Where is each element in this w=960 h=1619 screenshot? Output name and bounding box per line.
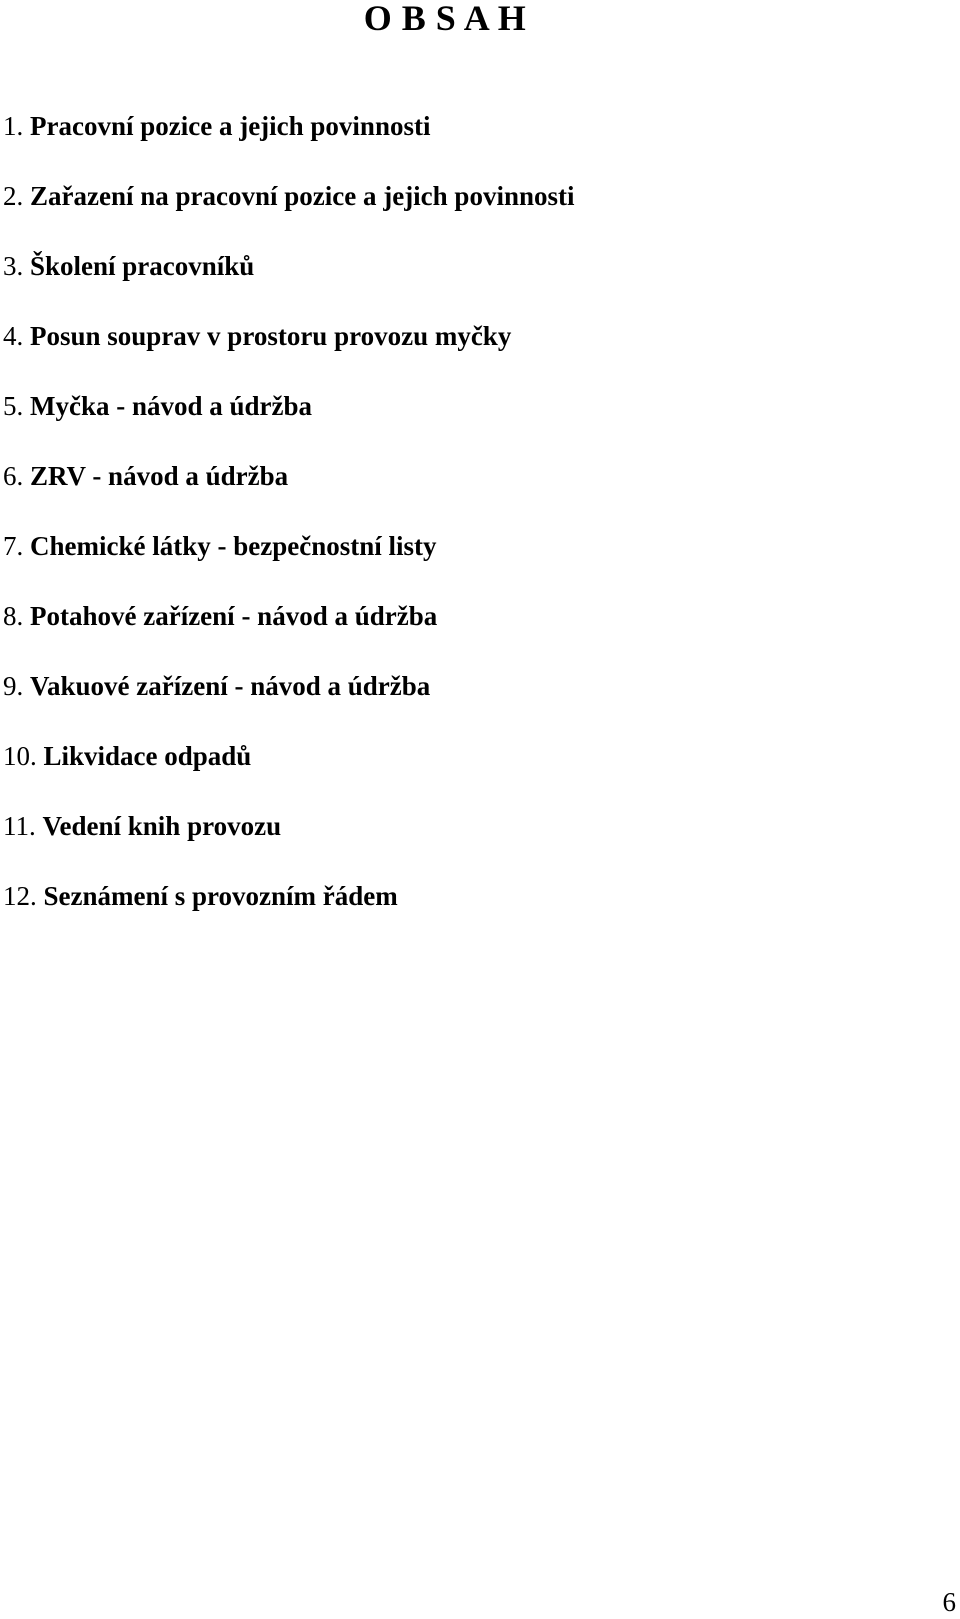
toc-title: Likvidace odpadů xyxy=(43,741,252,771)
toc-title: Posun souprav v prostoru provozu myčky xyxy=(30,321,512,351)
page-number: 6 xyxy=(942,1587,956,1617)
toc-title: Pracovní pozice a jejich povinnosti xyxy=(30,111,431,141)
toc-number: 5. xyxy=(3,391,24,421)
toc-number: 6. xyxy=(3,461,24,491)
toc-title: Vakuové zařízení - návod a údržba xyxy=(30,671,431,701)
toc-title: Školení pracovníků xyxy=(30,251,255,281)
toc-item-2 xyxy=(3,178,574,248)
toc-number: 1. xyxy=(3,111,24,141)
page-title: O B S A H xyxy=(363,0,527,38)
toc-item-7 xyxy=(3,528,574,598)
toc-number: 10. xyxy=(3,741,37,771)
toc-number: 2. xyxy=(3,181,24,211)
toc-title: Myčka - návod a údržba xyxy=(30,391,313,421)
toc-item-3 xyxy=(3,248,574,318)
toc-item-11 xyxy=(3,808,574,878)
toc-item-12 xyxy=(3,878,574,948)
toc-number: 3. xyxy=(3,251,24,281)
toc-item-1 xyxy=(3,108,574,178)
toc-number: 11. xyxy=(3,811,36,841)
toc-number: 12. xyxy=(3,881,37,911)
toc-title: Chemické látky - bezpečnostní listy xyxy=(30,531,437,561)
toc-number: 4. xyxy=(3,321,24,351)
toc-item-10 xyxy=(3,738,574,808)
toc-item-6 xyxy=(3,458,574,528)
table-of-contents xyxy=(3,108,574,948)
toc-item-5 xyxy=(3,388,574,458)
toc-title: Zařazení na pracovní pozice a jejich povinnosti xyxy=(30,181,575,211)
toc-title: Vedení knih provozu xyxy=(42,811,282,841)
toc-number: 9. xyxy=(3,671,24,701)
toc-title: ZRV - návod a údržba xyxy=(30,461,289,491)
toc-number: 8. xyxy=(3,601,24,631)
toc-item-9 xyxy=(3,668,574,738)
toc-number: 7. xyxy=(3,531,24,561)
toc-item-8 xyxy=(3,598,574,668)
toc-item-4 xyxy=(3,318,574,388)
toc-title: Seznámení s provozním řádem xyxy=(43,881,398,911)
toc-title: Potahové zařízení - návod a údržba xyxy=(30,601,438,631)
